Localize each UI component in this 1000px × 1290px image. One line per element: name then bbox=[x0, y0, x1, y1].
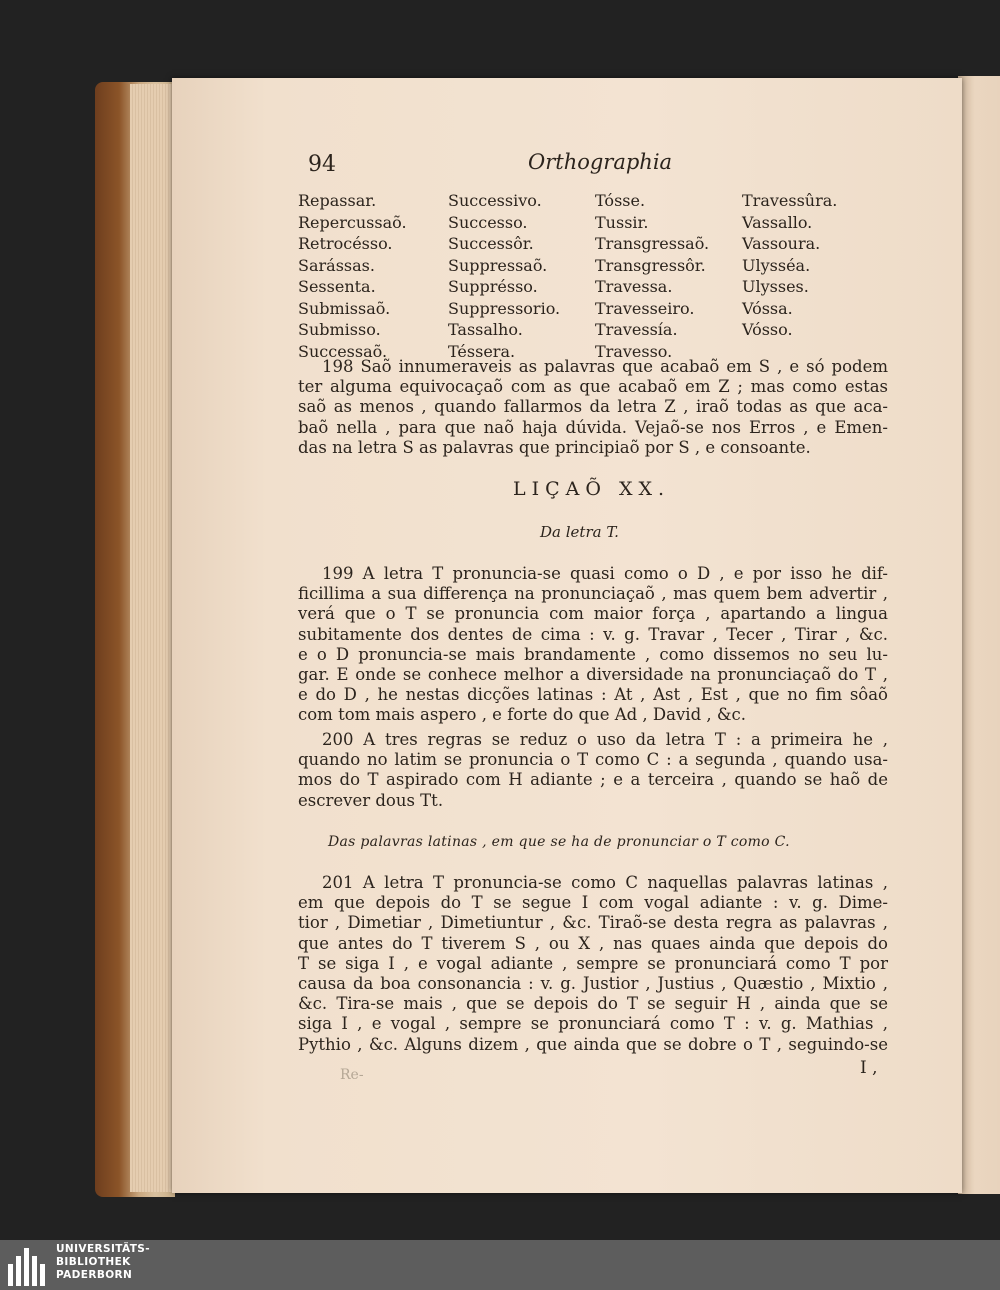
text-line: gar. E onde se conhece melhor a diversidade na pronunciaçaõ do T , bbox=[298, 665, 888, 685]
text-line: siga I , e vogal , sempre se pronunciará como T : v. g. Mathias , bbox=[298, 1014, 888, 1034]
word: Travessía. bbox=[595, 320, 678, 339]
text-line: mos do T aspirado com H adiante ; e a terceira , quando se haõ de bbox=[298, 770, 888, 790]
text-line: 199 A letra T pronuncia-se quasi como o D , e por isso he dif- bbox=[322, 564, 888, 583]
bleed-catchword: Re- bbox=[340, 1067, 364, 1083]
library-logo-icon bbox=[8, 1244, 46, 1286]
word: Suppressorio. bbox=[448, 298, 561, 318]
word: Tósse. bbox=[595, 191, 646, 210]
word: Travesseiro. bbox=[595, 298, 695, 318]
word: Ulysses. bbox=[742, 277, 809, 296]
word-list-column-2 bbox=[448, 190, 560, 362]
text-line: 198 Saõ innumeraveis as palavras que acabaõ em S , e só podem bbox=[322, 357, 888, 376]
word: Sessenta. bbox=[298, 277, 376, 296]
paragraph-198 bbox=[298, 357, 888, 458]
word: Submisso. bbox=[298, 320, 381, 339]
word: Suppressaõ. bbox=[448, 255, 548, 275]
word: Submissaõ. bbox=[298, 298, 391, 318]
text-line: verá que o T se pronuncia com maior força , apartando a lingua bbox=[298, 604, 888, 624]
text-line: causa da boa consonancia : v. g. Justior , Justius , Quæstio , Mixtio , bbox=[298, 974, 888, 994]
text-line: &c. Tira-se mais , que se depois do T se seguir H , ainda que se bbox=[298, 994, 888, 1014]
word: Vassoura. bbox=[742, 234, 821, 253]
word: Repercussaõ. bbox=[298, 212, 407, 232]
word: Travessa. bbox=[595, 277, 673, 296]
word: Travesso. bbox=[595, 341, 673, 361]
text-line: em que depois do T se segue I com vogal adiante : v. g. Dime- bbox=[298, 893, 888, 913]
word: Retrocésso. bbox=[298, 234, 393, 253]
text-line: escrever dous Tt. bbox=[298, 790, 444, 810]
facing-page-edge bbox=[958, 76, 1000, 1194]
library-name bbox=[56, 1243, 150, 1282]
text-line: com tom mais aspero , e forte do que Ad , David , &c. bbox=[298, 705, 747, 725]
text-line: Pythio , &c. Alguns dizem , que ainda que se dobre o T , seguindo-se bbox=[298, 1034, 888, 1054]
text-line: baõ nella , para que naõ haja dúvida. Vejaõ-se nos Erros , e Emen- bbox=[298, 417, 888, 437]
word: Tussir. bbox=[595, 212, 649, 232]
library-name-line: PADERBORN bbox=[56, 1269, 133, 1281]
text-line: das na letra S as palavras que principiaõ por S , e consoante. bbox=[298, 437, 811, 457]
text-line: T se siga I , e vogal adiante , sempre se pronunciará como T por bbox=[298, 953, 888, 973]
word: Vósso. bbox=[742, 320, 793, 339]
paragraph-201 bbox=[298, 873, 888, 1055]
lesson-title: LIÇAÕ XX. bbox=[513, 478, 671, 500]
word: Successôr. bbox=[448, 234, 534, 253]
text-line: ficillima a sua differença na pronunciaçaõ , mas quem bem advertir , bbox=[298, 584, 888, 604]
text-line: 201 A letra T pronuncia-se como C naquellas palavras latinas , bbox=[322, 873, 888, 892]
text-line: saõ as menos , quando fallarmos da letra Z , iraõ todas as que aca- bbox=[298, 397, 888, 417]
word: Transgressaõ. bbox=[595, 234, 710, 253]
text-line: e do D , he nestas dicções latinas : At , Ast , Est , que no fim sôaõ bbox=[298, 685, 888, 705]
section-subheading: Da letra T. bbox=[540, 523, 619, 541]
word-list-column-1 bbox=[298, 190, 407, 362]
library-name-line: UNIVERSITÄTS- bbox=[56, 1243, 151, 1255]
section-subheading-latin: Das palavras latinas , em que se ha de pronunciar o T como C. bbox=[328, 834, 790, 850]
word: Sarássas. bbox=[298, 255, 375, 275]
word: Repassar. bbox=[298, 191, 377, 210]
text-line: que antes do T tiverem S , ou X , nas quaes ainda que depois do bbox=[298, 933, 888, 953]
word: Téssera. bbox=[448, 341, 516, 361]
text-line: 200 A tres regras se reduz o uso da letra T : a primeira he , bbox=[322, 730, 888, 749]
word: Transgressôr. bbox=[595, 255, 706, 275]
word: Successivo. bbox=[448, 191, 542, 210]
library-footer bbox=[0, 1240, 1000, 1290]
running-head: Orthographia bbox=[528, 150, 673, 174]
paragraph-200 bbox=[298, 730, 888, 811]
paragraph-199 bbox=[298, 564, 888, 726]
catchword: I , bbox=[860, 1058, 878, 1078]
page-number: 94 bbox=[308, 152, 336, 177]
word: Successo. bbox=[448, 212, 528, 232]
text-line: e o D pronuncia-se mais brandamente , como dissemos no seu lu- bbox=[298, 644, 888, 664]
word: Successaõ. bbox=[298, 341, 388, 361]
word: Supprésso. bbox=[448, 277, 538, 296]
text-line: subitamente dos dentes de cima : v. g. Travar , Tecer , Tirar , &c. bbox=[298, 624, 888, 644]
library-name-line: BIBLIOTHEK bbox=[56, 1256, 131, 1268]
text-line: ter alguma equivocaçaõ com as que acabaõ em Z ; mas como estas bbox=[298, 377, 888, 397]
text-line: quando no latim se pronuncia o T como C : a segunda , quando usa- bbox=[298, 750, 888, 770]
word: Vóssa. bbox=[742, 298, 793, 318]
text-line: tior , Dimetiar , Dimetiuntur , &c. Tiraõ-se desta regra as palavras , bbox=[298, 913, 888, 933]
word: Ulysséa. bbox=[742, 255, 811, 275]
word: Tassalho. bbox=[448, 320, 523, 339]
word-list-column-3 bbox=[595, 190, 709, 362]
word: Vassallo. bbox=[742, 212, 813, 232]
word: Travessûra. bbox=[742, 191, 838, 210]
word-list-column-4 bbox=[742, 190, 837, 341]
